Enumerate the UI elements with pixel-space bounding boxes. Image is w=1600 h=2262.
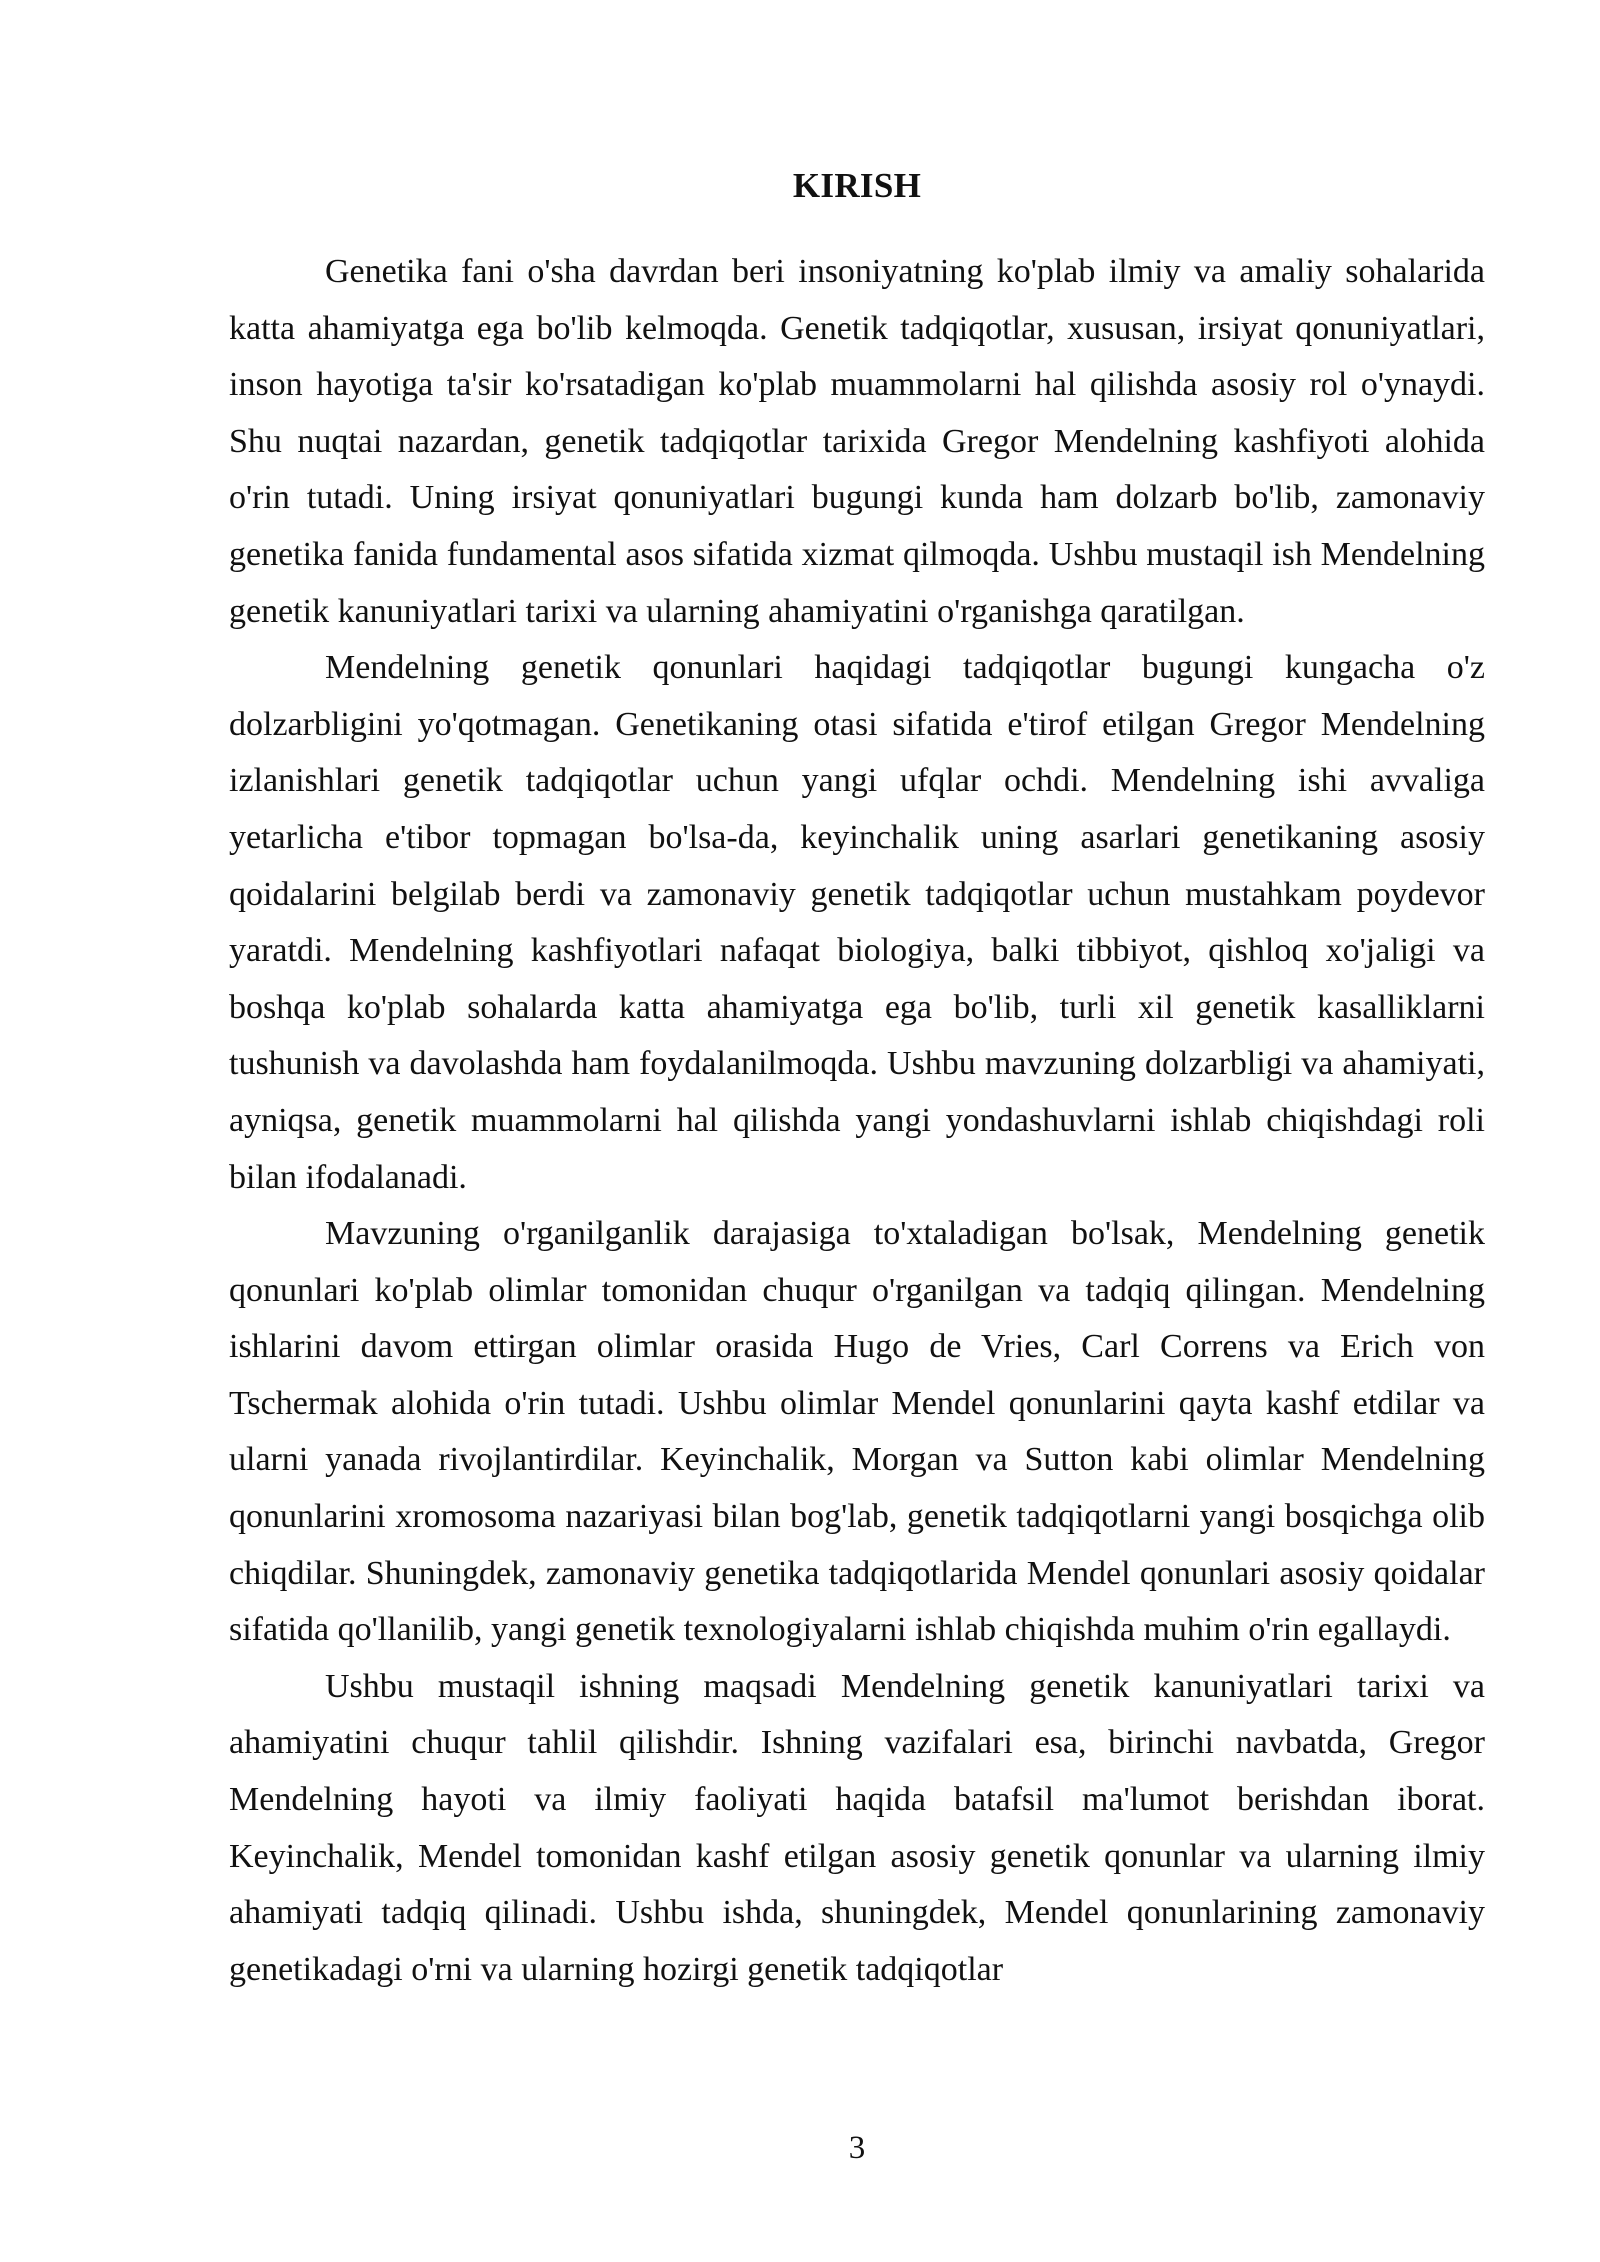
page-number: 3: [848, 2130, 866, 2166]
paragraph-aims: Ushbu mustaqil ishning maqsadi Mendelning genetik kanuniyatlari tarixi va ahamiyatini chuqur tahlil qilishdir. Ishning vazifalari esa, birinchi navbatda, Gregor Mendelning hayoti va ilmiy faoliyati haqida batafsil ma'lumot berishdan iborat. Keyinchalik, Mendel tomonidan kashf etilgan asosiy genetik qonunlar va ularning ilmiy ahamiyati tadqiq qilinadi. Ushbu ishda, shuningdek, Mendel qonunlarining zamonaviy genetikadagi o'rni va ularning hozirgi genetik tadqiqotlar: [229, 1667, 1485, 1988]
paragraph-relevance: Mendelning genetik qonunlari haqidagi tadqiqotlar bugungi kungacha o'z dolzarbligini yo'qotmagan. Genetikaning otasi sifatida e'tirof etilgan Gregor Mendelning izlanishlari genetik tadqiqotlar uchun yangi ufqlar ochdi. Mendelning ishi avvaliga yetarlicha e'tibor topmagan bo'lsa-da, keyinchalik uning asarlari genetikaning asosiy qoidalarini belgilab berdi va zamonaviy genetik tadqiqotlar uchun mustahkam poydevor yaratdi. Mendelning kashfiyotlari nafaqat biologiya, balki tibbiyot, qishloq xo'jaligi va boshqa ko'plab sohalarda katta ahamiyatga ega bo'lib, turli xil genetik kasalliklarni tushunish va davolashda ham foydalanilmoqda. Ushbu mavzuning dolzarbligi va ahamiyati, ayniqsa, genetik muammolarni hal qilishda yangi yondashuvlarni ishlab chiqishdagi roli bilan ifodalanadi.: [229, 649, 1485, 1196]
paragraph-study-degree: Mavzuning o'rganilganlik darajasiga to'xtaladigan bo'lsak, Mendelning genetik qonunlari ko'plab olimlar tomonidan chuqur o'rganilgan va tadqiq qilingan. Mendelning ishlarini davom ettirgan olimlar orasida Hugo de Vries, Carl Correns va Erich von Tschermak alohida o'rin tutadi. Ushbu olimlar Mendel qonunlarini qayta kashf etdilar va ularni yanada rivojlantirdilar. Keyinchalik, Morgan va Sutton kabi olimlar Mendelning qonunlarini xromosoma nazariyasi bilan bog'lab, genetik tadqiqotlarni yangi bosqichga olib chiqdilar. Shuningdek, zamonaviy genetika tadqiqotlarida Mendel qonunlari asosiy qoidalar sifatida qo'llanilib, yangi genetik texnologiyalarni ishlab chiqishda muhim o'rin egallaydi.: [229, 1215, 1485, 1649]
paragraph-intro: Genetika fani o'sha davrdan beri insoniyatning ko'plab ilmiy va amaliy sohalarida katta ahamiyatga ega bo'lib kelmoqda. Genetik tadqiqotlar, xususan, irsiyat qonuniyatlari, inson hayotiga ta'sir ko'rsatadigan ko'plab muammolarni hal qilishda asosiy rol o'ynaydi. Shu nuqtai nazardan, genetik tadqiqotlar tarixida Gregor Mendelning kashfiyoti alohida o'rin tutadi. Uning irsiyat qonuniyatlari bugungi kunda ham dolzarb bo'lib, zamonaviy genetika fanida fundamental asos sifatida xizmat qilmoqda. Ushbu mustaqil ish Mendelning genetik kanuniyatlari tarixi va ularning ahamiyatini o'rganishga qaratilgan.: [229, 253, 1485, 630]
document-body: [229, 244, 1485, 1998]
page-title: KIRISH: [792, 166, 922, 205]
